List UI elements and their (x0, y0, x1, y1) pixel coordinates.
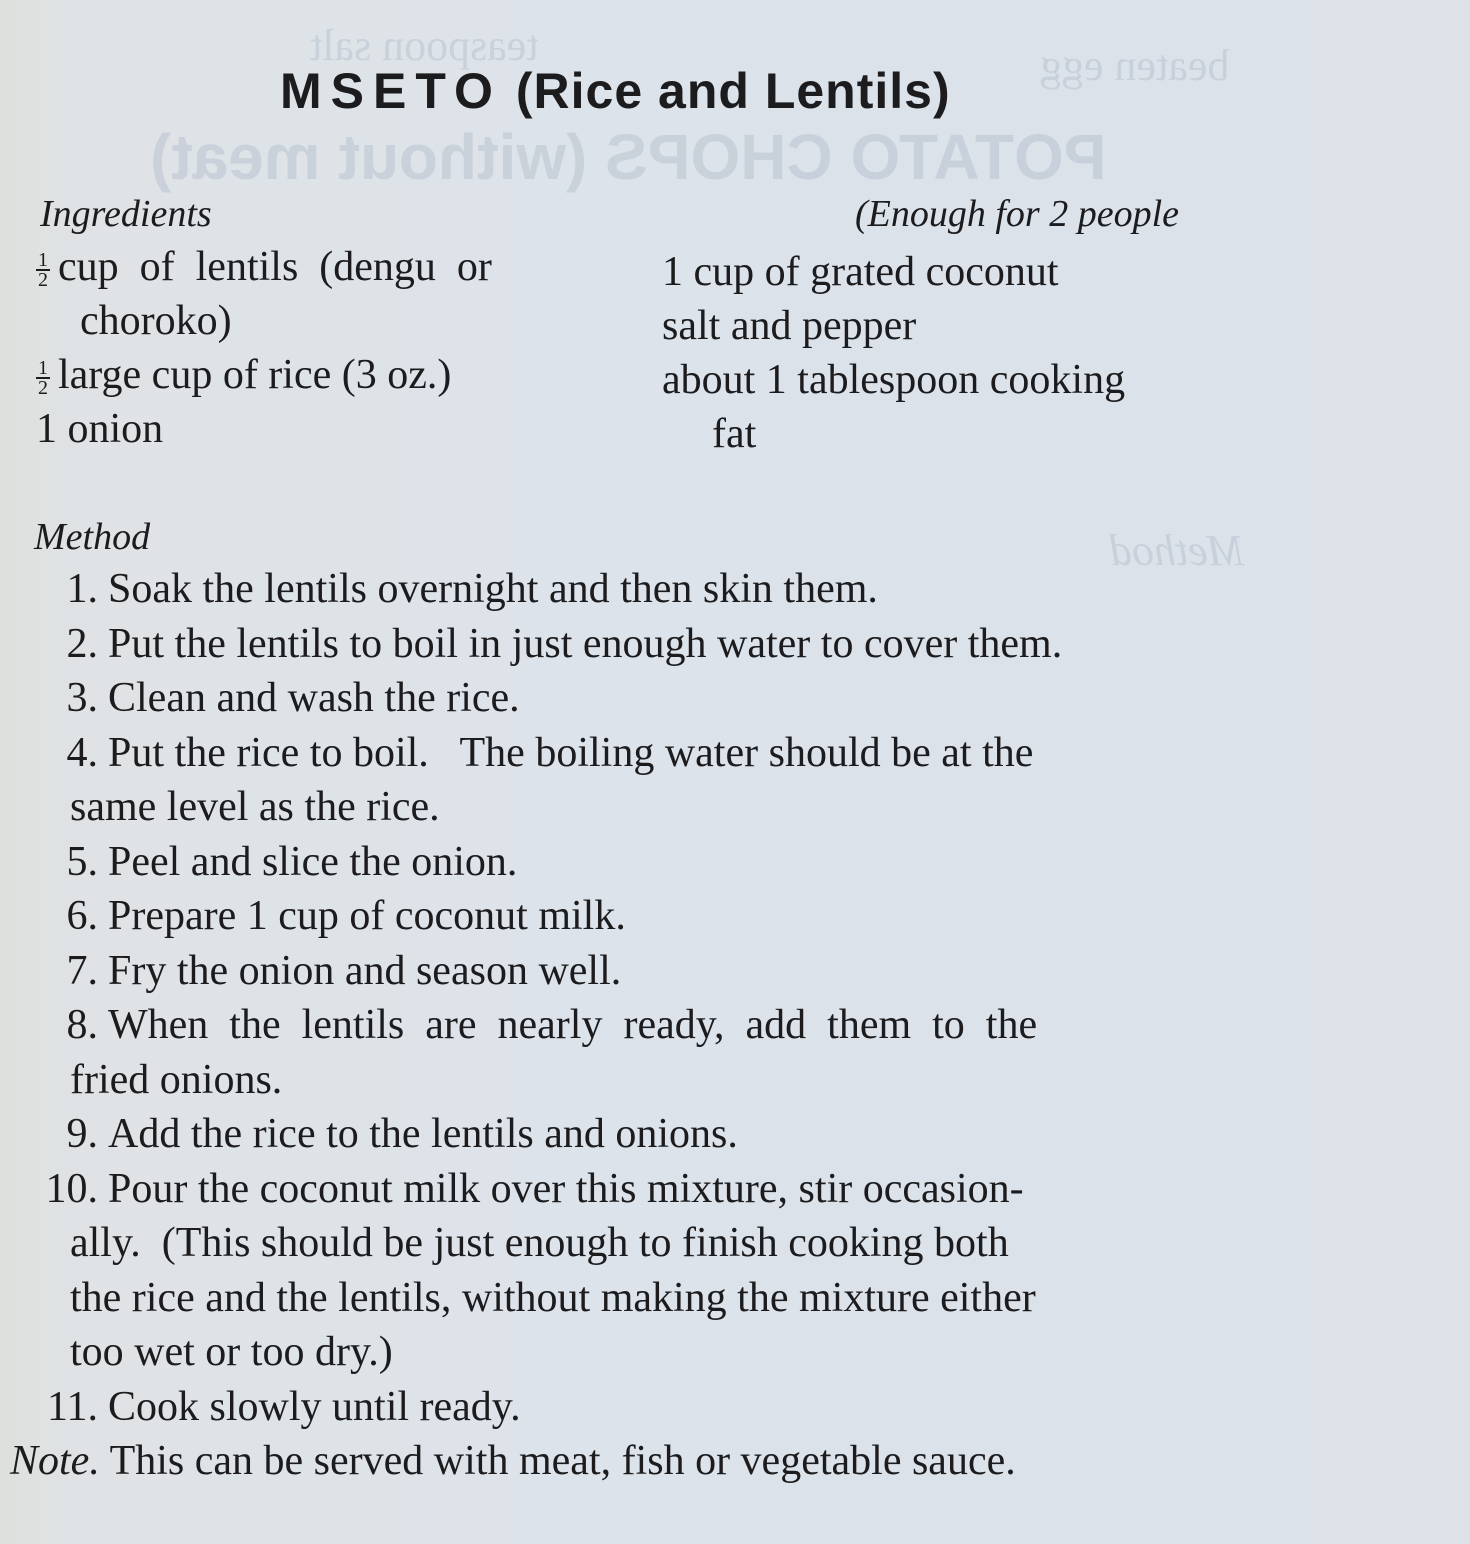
method-step: 9. Add the rice to the lentils and onions. (66, 1111, 738, 1157)
ingredients-heading: Ingredients (40, 193, 212, 235)
ingredient-item: $\frac{1}{2}$ cup of lentils (dengu or choroko) (38, 244, 492, 344)
method-step: 5. Peel and slice the onion. (66, 838, 518, 885)
bleed-through-text: POTATO CHOPS (without meat) (150, 121, 1107, 193)
method-step: 4. Put the rice to boil. The boiling water should be at the same level as the rice. (66, 729, 1034, 830)
bleed-through-text: Method (1110, 526, 1245, 575)
note-text: This can be served with meat, fish or vegetable sauce. (99, 1438, 1016, 1484)
note-label: Note. (10, 1438, 100, 1484)
bleed-through-text: beaten egg (1040, 41, 1230, 90)
method-steps (10, 562, 1258, 1488)
servings-note: (Enough for 2 people (855, 193, 1180, 235)
ingredient-item: 1 onion (36, 406, 164, 452)
method-step: 8. When the lentils are nearly ready, add them to the fried onions. (66, 1002, 1038, 1103)
method-step: 2. Put the lentils to boil in just enough water to cover them. (66, 620, 1063, 667)
method-step: 1. Soak the lentils overnight and then skin them. (66, 566, 878, 612)
ingredient-item: about 1 tablespoon cooking fat (662, 357, 1126, 457)
recipe-note (10, 1434, 1258, 1488)
method-step: 6. Prepare 1 cup of coconut milk. (66, 893, 626, 939)
ingredient-item: 1 cup of grated coconut (662, 249, 1059, 295)
ingredients-right-column (662, 245, 1282, 461)
method-step: 7. Fry the onion and season well. (66, 947, 622, 994)
fraction-half: $\frac{1}{2}$ (38, 249, 48, 292)
bleed-through-text: teaspoon salt (310, 21, 539, 70)
ingredient-item: $\frac{1}{2}$ large cup of rice (3 oz.) (38, 352, 452, 400)
method-heading: Method (34, 516, 151, 558)
recipe-title (280, 62, 951, 120)
ingredient-item: salt and pepper (662, 303, 917, 349)
method-step: 3. Clean and wash the rice. (66, 675, 520, 721)
method-step: 11. Cook slowly until ready. (47, 1383, 521, 1430)
recipe-title-main: MSETO (280, 63, 502, 119)
fraction-half: $\frac{1}{2}$ (38, 357, 48, 400)
ingredients-left-column (36, 240, 626, 456)
recipe-title-sub: (Rice and Lentils) (515, 63, 951, 119)
method-step: 10. Pour the coconut milk over this mixture, stir occasion- ally. (This should be just enough to finish cooking both the rice and the lentils, without making the mixture either too wet or too dry.) (45, 1165, 1036, 1375)
